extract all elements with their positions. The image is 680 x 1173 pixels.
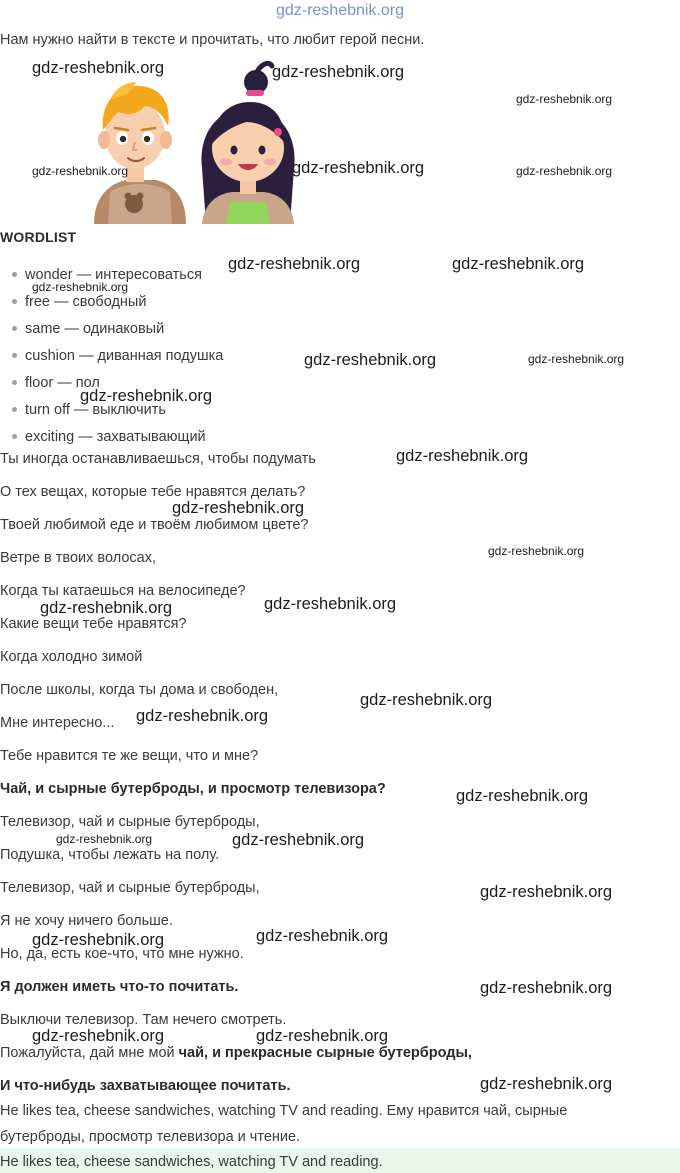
watermark: gdz-reshebnik.org: [480, 1075, 613, 1093]
answer-line: He likes tea, cheese sandwiches, watching TV and reading. Ему нравится чай, сырные: [0, 1103, 568, 1119]
song-line: Ветре в твоих волосах,: [0, 550, 156, 566]
watermark: gdz-reshebnik.org: [32, 164, 129, 178]
song-line: Когда холодно зимой: [0, 649, 143, 665]
watermark: gdz-reshebnik.org: [32, 280, 129, 294]
song-line: Я не хочу ничего больше.: [0, 913, 173, 929]
watermark: gdz-reshebnik.org: [528, 352, 625, 366]
song-line-bold: Чай, и сырные бутерброды, и просмотр телевизора?: [0, 781, 386, 797]
wordlist-item-text: cushion — диванная подушка: [25, 348, 224, 364]
watermark: gdz-reshebnik.org: [228, 255, 361, 273]
wordlist-item: [12, 347, 223, 365]
watermark: gdz-reshebnik.org: [272, 63, 405, 81]
song-line: Твоей любимой еде и твоём любимом цвете?: [0, 517, 309, 533]
watermark: gdz-reshebnik.org: [232, 831, 365, 849]
watermark: gdz-reshebnik.org: [32, 59, 165, 77]
wordlist-item-text: turn off — выключить: [25, 402, 166, 418]
wordlist-item: [12, 293, 146, 311]
bullet-icon: [12, 272, 17, 277]
song-line-part: Пожалуйста, дай мне мой: [0, 1045, 179, 1061]
answer-line: бутерброды, просмотр телевизора и чтение.: [0, 1129, 301, 1145]
watermark: gdz-reshebnik.org: [452, 255, 585, 273]
song-line-bold: И что-нибудь захватывающее почитать.: [0, 1078, 291, 1094]
watermark: gdz-reshebnik.org: [480, 883, 613, 901]
intro-text: Нам нужно найти в тексте и прочитать, что любит герой песни.: [0, 32, 425, 48]
song-line: Тебе нравится те же вещи, что и мне?: [0, 748, 259, 764]
bullet-icon: [12, 353, 17, 358]
wordlist-title: WORDLIST: [0, 229, 77, 245]
watermark: gdz-reshebnik.org: [80, 387, 213, 405]
watermark: gdz-reshebnik.org: [32, 931, 165, 949]
song-line: Мне интересно...: [0, 715, 115, 731]
watermark: gdz-reshebnik.org: [32, 1027, 165, 1045]
wordlist-item-text: same — одинаковый: [25, 321, 165, 337]
song-line: После школы, когда ты дома и свободен,: [0, 682, 279, 698]
bullet-icon: [12, 380, 17, 385]
watermark: gdz-reshebnik.org: [256, 927, 389, 945]
watermark: gdz-reshebnik.org: [516, 92, 613, 106]
children-illustration: [88, 60, 308, 224]
song-line: Телевизор, чай и сырные бутерброды,: [0, 814, 260, 830]
wordlist-item: [12, 428, 206, 446]
song-line: Когда ты катаешься на велосипеде?: [0, 583, 246, 599]
watermark: gdz-reshebnik.org: [360, 691, 493, 709]
watermark: gdz-reshebnik.org: [40, 599, 173, 617]
watermark: gdz-reshebnik.org: [396, 447, 529, 465]
bullet-icon: [12, 326, 17, 331]
song-line: Но, да, есть кое-что, что мне нужно.: [0, 946, 244, 962]
song-line: Телевизор, чай и сырные бутерброды,: [0, 880, 260, 896]
song-line: Выключи телевизор. Там нечего смотреть.: [0, 1012, 287, 1028]
song-line: [0, 1044, 472, 1062]
bullet-icon: [12, 434, 17, 439]
watermark: gdz-reshebnik.org: [304, 351, 437, 369]
answer-highlighted: He likes tea, cheese sandwiches, watching TV and reading.: [0, 1154, 383, 1170]
song-line: Ты иногда останавливаешься, чтобы подумать: [0, 451, 316, 467]
watermark-top: gdz-reshebnik.org: [275, 2, 405, 19]
bullet-icon: [12, 407, 17, 412]
song-line-bold: Я должен иметь что-то почитать.: [0, 979, 239, 995]
bullet-icon: [12, 299, 17, 304]
song-line: Какие вещи тебе нравятся?: [0, 616, 187, 632]
wordlist-item-text: exciting — захватывающий: [25, 429, 206, 445]
song-line-part-bold: чай, и прекрасные сырные бутерброды,: [178, 1045, 472, 1061]
watermark: gdz-reshebnik.org: [172, 499, 305, 517]
watermark: gdz-reshebnik.org: [480, 979, 613, 997]
watermark: gdz-reshebnik.org: [256, 1027, 389, 1045]
watermark: gdz-reshebnik.org: [136, 707, 269, 725]
watermark: gdz-reshebnik.org: [292, 159, 425, 177]
song-line: Подушка, чтобы лежать на полу.: [0, 847, 220, 863]
wordlist-item-text: wonder — интересоваться: [25, 267, 202, 283]
wordlist-item: [12, 320, 164, 338]
watermark: gdz-reshebnik.org: [488, 544, 585, 558]
wordlist-item-text: free — свободный: [25, 294, 147, 310]
watermark: gdz-reshebnik.org: [456, 787, 589, 805]
song-line: О тех вещах, которые тебе нравятся делать?: [0, 484, 306, 500]
watermark: gdz-reshebnik.org: [516, 164, 613, 178]
wordlist-item-text: floor — пол: [25, 375, 100, 391]
watermark: gdz-reshebnik.org: [264, 595, 397, 613]
watermark: gdz-reshebnik.org: [56, 832, 153, 846]
